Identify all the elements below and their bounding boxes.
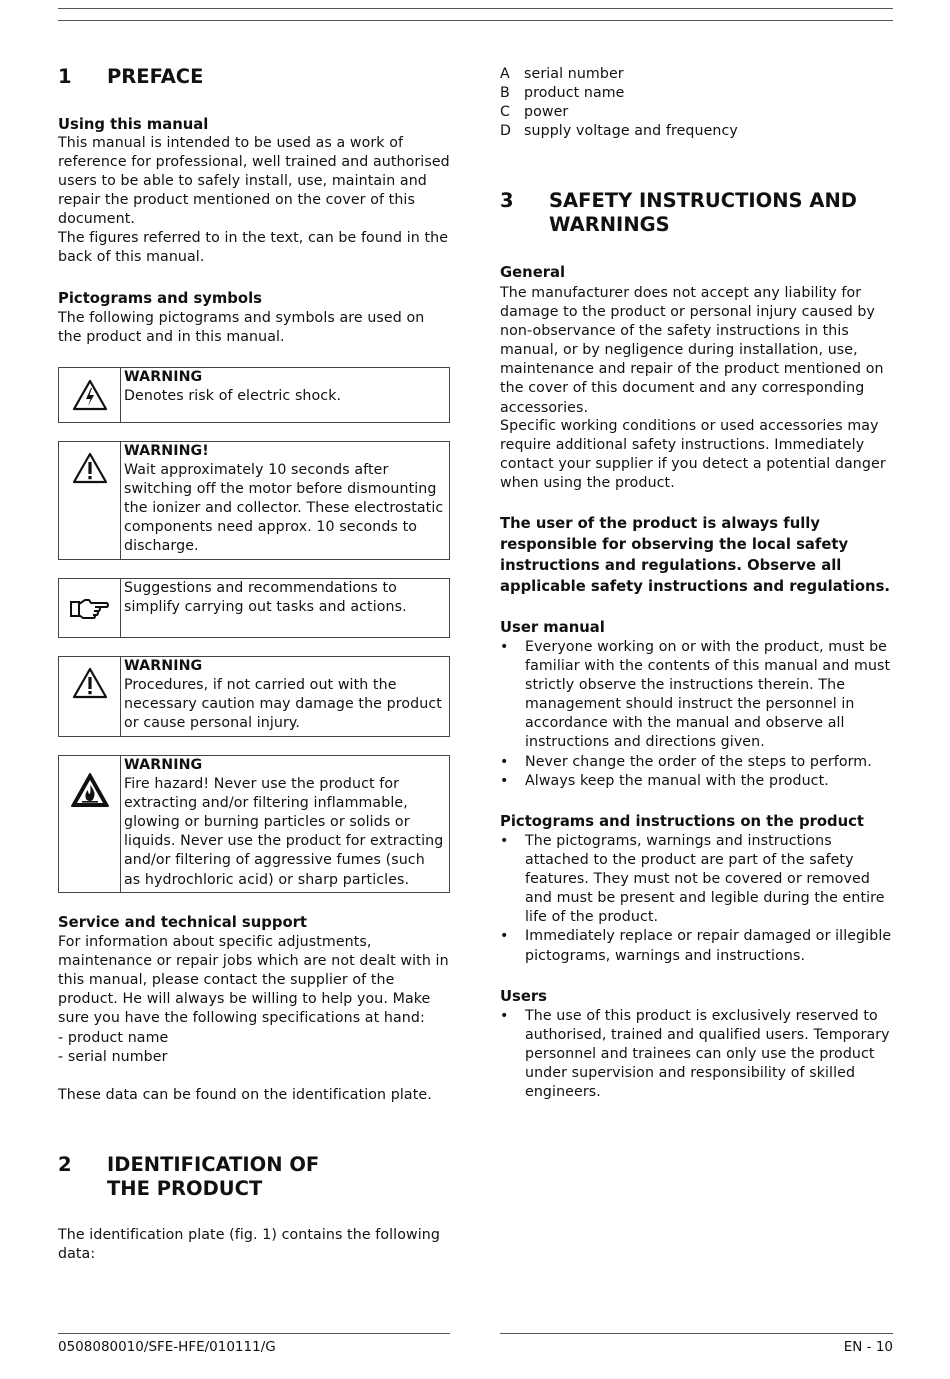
section-number: 1: [58, 65, 72, 88]
box-text: Fire hazard! Never use the product for extracting and/or filtering inflammable, glowing or burning particles or solids or liquids. Never use the product for extracting and/or filtering of aggressive fumes (such as hydrochloric acid) or sharp particles.: [124, 776, 444, 888]
using-manual-heading: Using this manual: [58, 116, 209, 133]
warning-box-electric: [58, 367, 450, 423]
list-item: • Always keep the manual with the product.: [500, 772, 893, 791]
users-heading: Users: [500, 988, 547, 1005]
box-text: Suggestions and recommendations to simplify carrying out tasks and actions.: [124, 580, 407, 616]
page-number: EN - 10: [843, 1339, 893, 1355]
user-manual-heading: User manual: [500, 619, 605, 636]
general-heading: General: [500, 264, 566, 281]
section-title: SAFETY INSTRUCTIONS AND WARNINGS: [549, 189, 857, 236]
section-number: 3: [500, 189, 514, 212]
item-label: power: [524, 104, 569, 121]
identification-plate-list: [500, 65, 893, 141]
electric-shock-icon: [59, 368, 121, 422]
service-heading: Service and technical support: [58, 914, 307, 931]
pictograms-text: The following pictograms and symbols are used on the product and in this manual.: [58, 310, 425, 346]
warning-icon: [59, 442, 121, 559]
item-letter: D: [500, 123, 512, 140]
product-pictograms-list: [500, 832, 893, 966]
document-code: 0508080010/SFE-HFE/010111/G: [58, 1339, 276, 1355]
users-list: [500, 1007, 893, 1102]
suggestion-box: [58, 578, 450, 638]
warning-box-caution: [58, 656, 450, 737]
box-title: WARNING: [124, 757, 203, 773]
box-title: WARNING: [124, 369, 203, 385]
warning-box-fire: [58, 755, 450, 893]
identification-text: The identification plate (fig. 1) contains the following data:: [58, 1227, 440, 1263]
item-label: product name: [524, 85, 625, 102]
warning-icon: [59, 657, 121, 736]
footer-rule-right: [500, 1333, 893, 1334]
section-1-heading: [58, 65, 450, 89]
section-title: IDENTIFICATION OF THE PRODUCT: [107, 1153, 320, 1200]
using-manual-text: This manual is intended to be used as a work of reference for professional, well trained and authorised users to be able to safely install, use, maintain and repair the product mentioned on the cover of this document.: [58, 135, 450, 228]
figures-text: The figures referred to in the text, can be found in the back of this manual.: [58, 230, 449, 266]
item-letter: B: [500, 85, 510, 102]
list-item: • The use of this product is exclusively reserved to authorised, trained and qualified users. Temporary personnel and trainees can only use the product under supervision and responsibility of skilled engineers.: [500, 1007, 893, 1102]
item-letter: C: [500, 104, 511, 121]
list-item: [500, 84, 893, 103]
list-item: [500, 122, 893, 141]
general-text: The manufacturer does not accept any liability for damage to the product or personal injury caused by non-observance of the safety instructions in this manual, or by negligence during installation, use, maintenance and repair of the product mentioned on the cover of this document and any corresponding accessories.: [500, 285, 884, 416]
box-text: Denotes risk of electric shock.: [124, 388, 342, 405]
section-title: PREFACE: [107, 65, 204, 88]
section-2-heading: [58, 1153, 450, 1201]
list-item: [500, 103, 893, 122]
pictograms-heading: Pictograms and symbols: [58, 290, 262, 307]
footer-rule-left: [58, 1333, 450, 1334]
list-item: • Never change the order of the steps to perform.: [500, 753, 893, 772]
item-letter: A: [500, 66, 510, 82]
service-footer-text: These data can be found on the identification plate.: [58, 1087, 432, 1103]
section-number: 2: [58, 1153, 72, 1176]
general-text-2: Specific working conditions or used accessories may require additional safety instructions. Immediately contact your supplier if you detect a potential danger when using the product.: [500, 418, 886, 492]
user-manual-list: [500, 638, 893, 791]
box-text: Procedures, if not carried out with the necessary caution may damage the product or cause personal injury.: [124, 677, 442, 732]
list-item: [500, 65, 893, 84]
product-pictograms-heading: Pictograms and instructions on the product: [500, 813, 865, 830]
item-label: serial number: [524, 66, 624, 82]
pointing-hand-icon: [59, 579, 121, 637]
section-3-heading: [500, 189, 893, 237]
item-label: supply voltage and frequency: [524, 123, 738, 140]
responsibility-statement: The user of the product is always fully responsible for observing the local safety instructions and regulations. Observe all applicable safety instructions and regulations.: [500, 515, 891, 595]
box-title: WARNING!: [124, 443, 209, 459]
warning-box-discharge: [58, 441, 450, 560]
service-item-product-name: - product name: [58, 1030, 169, 1046]
top-rule-2: [58, 20, 893, 21]
fire-hazard-icon: [59, 756, 121, 892]
list-item: • The pictograms, warnings and instructions attached to the product are part of the safety features. They must not be covered or removed and must be present and legible during the entire life of the product.: [500, 832, 893, 927]
service-item-serial-number: - serial number: [58, 1049, 168, 1065]
box-text: Wait approximately 10 seconds after switching off the motor before dismounting the ionizer and collector. These electrostatic components need approx. 10 seconds to discharge.: [124, 462, 444, 555]
service-text: For information about specific adjustments, maintenance or repair jobs which are not dealt with in this manual, please contact the supplier of the product. He will always be willing to help you. Make sure you have the following specifications at hand:: [58, 934, 449, 1027]
list-item: • Everyone working on or with the product, must be familiar with the contents of this manual and must strictly observe the instructions therein. The management should instruct the personnel in accordance with the manual and observe all instructions and directions given.: [500, 638, 893, 753]
box-title: WARNING: [124, 658, 203, 674]
list-item: • Immediately replace or repair damaged or illegible pictograms, warnings and instructions.: [500, 927, 893, 965]
top-rule-1: [58, 8, 893, 9]
